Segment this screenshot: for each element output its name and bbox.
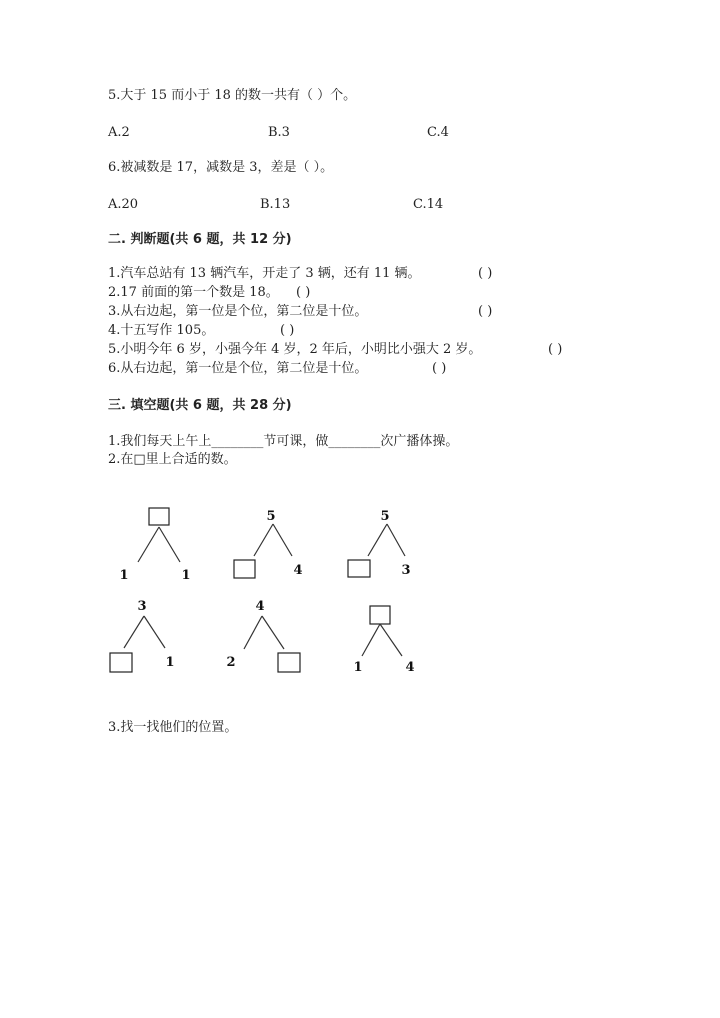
option-b: B.3: [268, 125, 290, 140]
option-c: C.4: [427, 125, 449, 140]
option-c: C.14: [413, 197, 444, 212]
answer-box[interactable]: [278, 653, 300, 672]
tree-right-number: 4: [405, 660, 415, 675]
tree-top-number: 4: [255, 599, 265, 614]
tree-top-number: 5: [380, 509, 390, 524]
tree-left-number: 1: [119, 568, 129, 583]
number-tree-4: [104, 594, 194, 678]
tree-left-number: 1: [353, 660, 363, 675]
question-5-text: 5.大于 15 而小于 18 的数一共有（ ）个。: [108, 88, 357, 103]
answer-paren[interactable]: ( ): [548, 342, 563, 357]
fill-question-1: 1.我们每天上午上________节可课，做________次广播体操。: [108, 434, 459, 449]
question-6-text: 6.被减数是 17，减数是 3，差是（ ）。: [108, 160, 334, 175]
judge-item-6: 6.从右边起，第一位是个位，第二位是十位。: [108, 361, 368, 376]
answer-box[interactable]: [370, 606, 390, 624]
answer-box[interactable]: [348, 560, 370, 577]
number-tree-3: [342, 500, 432, 584]
fill-section-heading: 三. 填空题(共 6 题，共 28 分): [108, 398, 292, 413]
answer-box[interactable]: [149, 508, 169, 525]
number-tree-2: [228, 500, 318, 584]
answer-box[interactable]: [110, 653, 132, 672]
judge-section-heading: 二. 判断题(共 6 题，共 12 分): [108, 232, 292, 247]
option-a: A.2: [108, 125, 130, 140]
tree-right-number: 1: [181, 568, 191, 583]
number-tree-6: [346, 594, 436, 678]
tree-top-number: 5: [266, 509, 276, 524]
answer-paren[interactable]: ( ): [280, 323, 295, 338]
judge-item-4: 4.十五写作 105。: [108, 323, 215, 338]
tree-top-number: 3: [137, 599, 147, 614]
tree-right-number: 4: [293, 563, 303, 578]
fill-question-2: 2.在□里上合适的数。: [108, 452, 237, 467]
tree-right-number: 3: [401, 563, 411, 578]
answer-paren[interactable]: ( ): [478, 304, 493, 319]
option-b: B.13: [260, 197, 291, 212]
judge-item-5: 5.小明今年 6 岁，小强今年 4 岁，2 年后，小明比小强大 2 岁。: [108, 342, 482, 357]
answer-paren[interactable]: ( ): [432, 361, 447, 376]
answer-paren[interactable]: ( ): [478, 266, 493, 281]
answer-paren[interactable]: ( ): [296, 285, 311, 300]
number-tree-1: [104, 500, 194, 584]
judge-item-2: 2.17 前面的第一个数是 18。: [108, 285, 279, 300]
judge-item-1: 1.汽车总站有 13 辆汽车，开走了 3 辆，还有 11 辆。: [108, 266, 421, 281]
number-tree-5: [222, 594, 312, 678]
tree-left-number: 2: [226, 655, 236, 670]
option-a: A.20: [108, 197, 139, 212]
tree-right-number: 1: [165, 655, 175, 670]
fill-question-3: 3.找一找他们的位置。: [108, 720, 238, 735]
judge-item-3: 3.从右边起，第一位是个位，第二位是十位。: [108, 304, 368, 319]
answer-box[interactable]: [234, 560, 255, 578]
